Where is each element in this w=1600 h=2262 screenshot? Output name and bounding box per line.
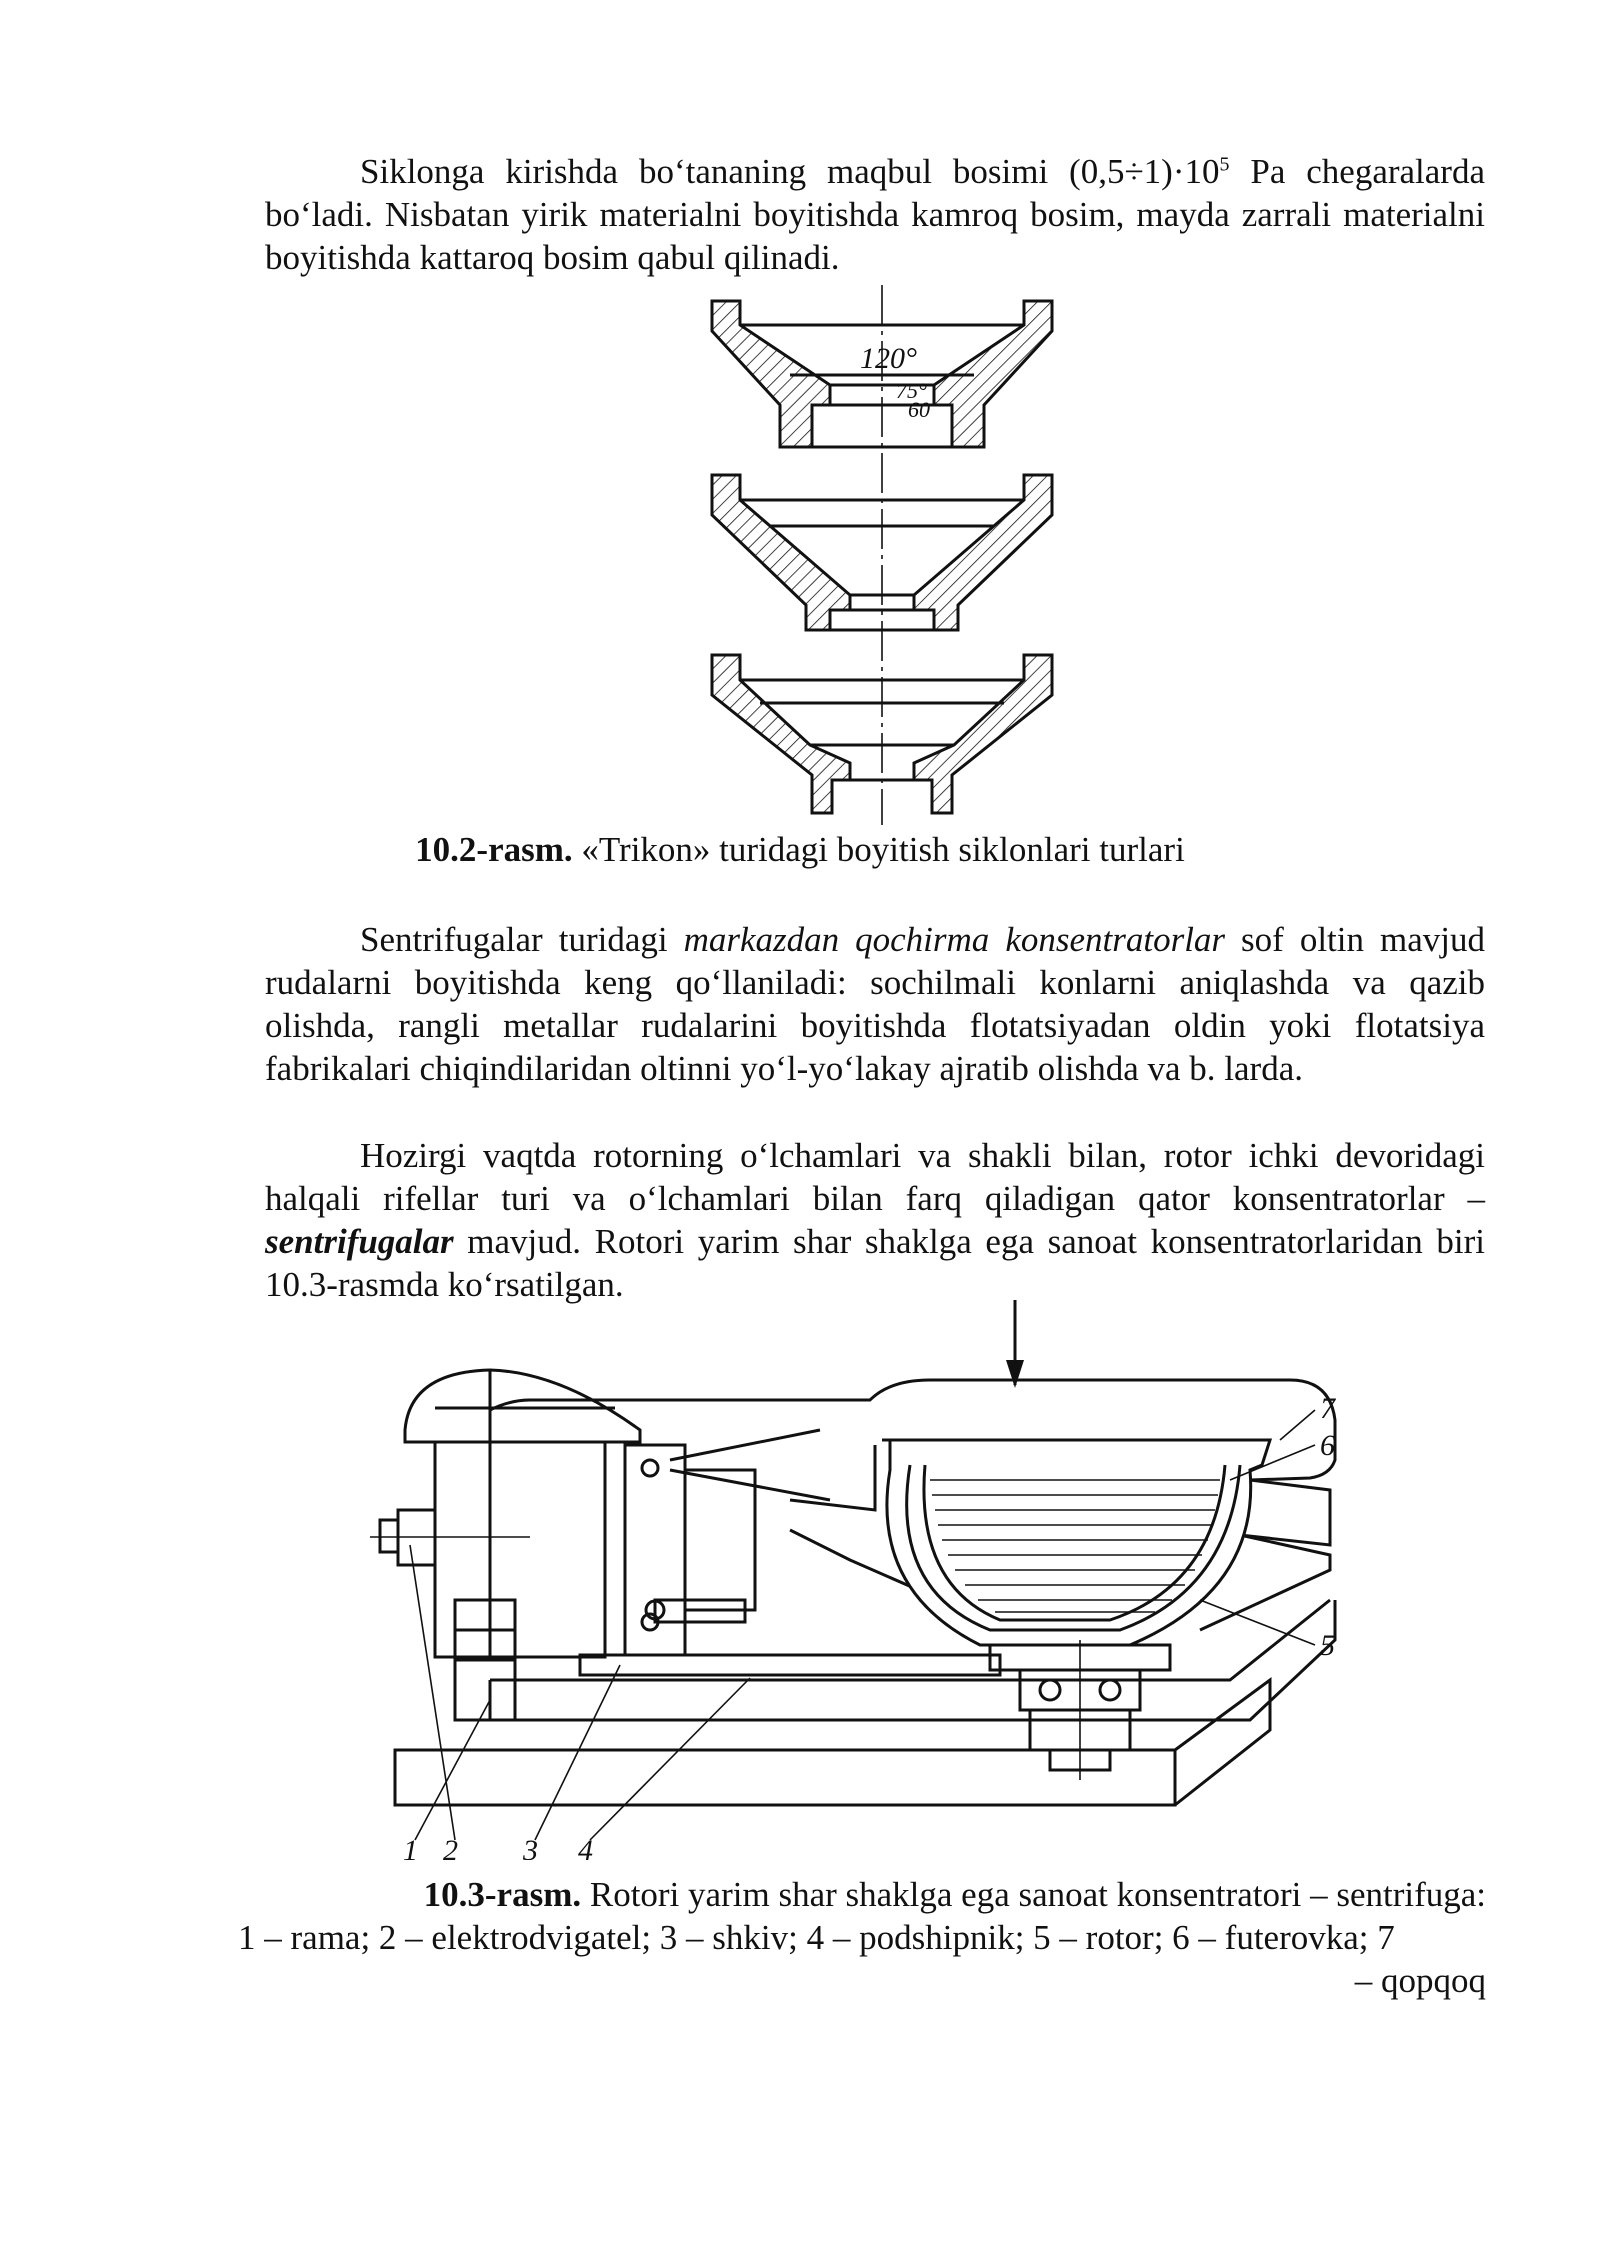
part-label-2: 2 [443, 1834, 458, 1860]
paragraph-text: Siklonga kirishda bo‘tananing maqbul bosimi (0,5÷1)·10 [360, 152, 1220, 191]
bold-italic-term: sentrifugalar [265, 1222, 454, 1261]
paragraph-text: mavjud. Rotori yarim shar shaklga ega sanoat konsentratorlaridan biri 10.3-rasmda ko‘rsatilgan. [265, 1222, 1485, 1304]
caption-text: Rotori yarim shar shaklga ega sanoat konsentratori – sentrifuga: [581, 1875, 1486, 1914]
figure-caption-10-3 [238, 1873, 1486, 2002]
angle-label-60: 60 [908, 397, 930, 422]
centrifuge-figure [370, 1300, 1390, 1860]
trikon-cyclones-figure [700, 285, 1080, 825]
angle-label-120: 120° [860, 342, 917, 375]
italic-term: markazdan qochirma konsentratorlar [683, 920, 1226, 959]
paragraph-text: Pa chegaralarda bo‘ladi. Nisbatan yirik materialni boyitishda kamroq bosim, mayda zarrali materialni boyitishda kattaroq bosim qabul qilinadi. [265, 152, 1485, 277]
caption-number: 10.3-rasm. [423, 1875, 582, 1914]
bearing-assembly [990, 1640, 1170, 1780]
superscript: 5 [1219, 153, 1230, 176]
figure-caption-10-2 [0, 828, 1600, 871]
paragraph-text: Sentrifugalar turidagi [360, 920, 684, 959]
part-label-1: 1 [403, 1834, 418, 1860]
feed-arrow-icon [1006, 1300, 1024, 1388]
caption-text: «Trikon» turidagi boyitish siklonlari turlari [572, 830, 1185, 869]
part-label-3: 3 [523, 1834, 538, 1860]
paragraph-pressure [265, 150, 1485, 279]
angle-label-75: 75° [896, 378, 927, 403]
paragraph-centrifuges [265, 918, 1485, 1090]
rotor-bowl [887, 1440, 1270, 1645]
paragraph-text: Hozirgi vaqtda rotorning o‘lchamlari va shakli bilan, rotor ichki devoridagi halqali rifellar turi va o‘lchamlari bilan farq qiladigan qator konsentratorlar – [265, 1136, 1485, 1218]
paragraph-text: sof oltin mavjud rudalarni boyitishda keng qo‘llaniladi: sochilmali konlarni aniqlashda va qazib olishda, rangli metallar rudalarini boyitishda flotatsiyadan oldin yoki flotatsiya fabrikalari chiqindilaridan oltinni yo‘l-yo‘lakay ajratib olishda va b. larda. [265, 920, 1485, 1088]
part-label-6: 6 [1320, 1429, 1335, 1462]
caption-line-1 [238, 1873, 1486, 1916]
caption-line-3: – qopqoq [1354, 1961, 1486, 2000]
base-frame [395, 1600, 1335, 1805]
cyclone-type-2 [712, 475, 1052, 630]
caption-line-2: 1 – rama; 2 – elektrodvigatel; 3 – shkiv; 4 – podshipnik; 5 – rotor; 6 – futerovka; 7 [238, 1918, 1395, 1957]
part-label-5: 5 [1320, 1629, 1335, 1662]
caption-number: 10.2-rasm. [415, 830, 573, 869]
pulley-bracket [625, 1430, 830, 1655]
part-label-7: 7 [1320, 1392, 1335, 1425]
part-label-4: 4 [578, 1834, 593, 1860]
paragraph-concentrators [265, 1134, 1485, 1306]
